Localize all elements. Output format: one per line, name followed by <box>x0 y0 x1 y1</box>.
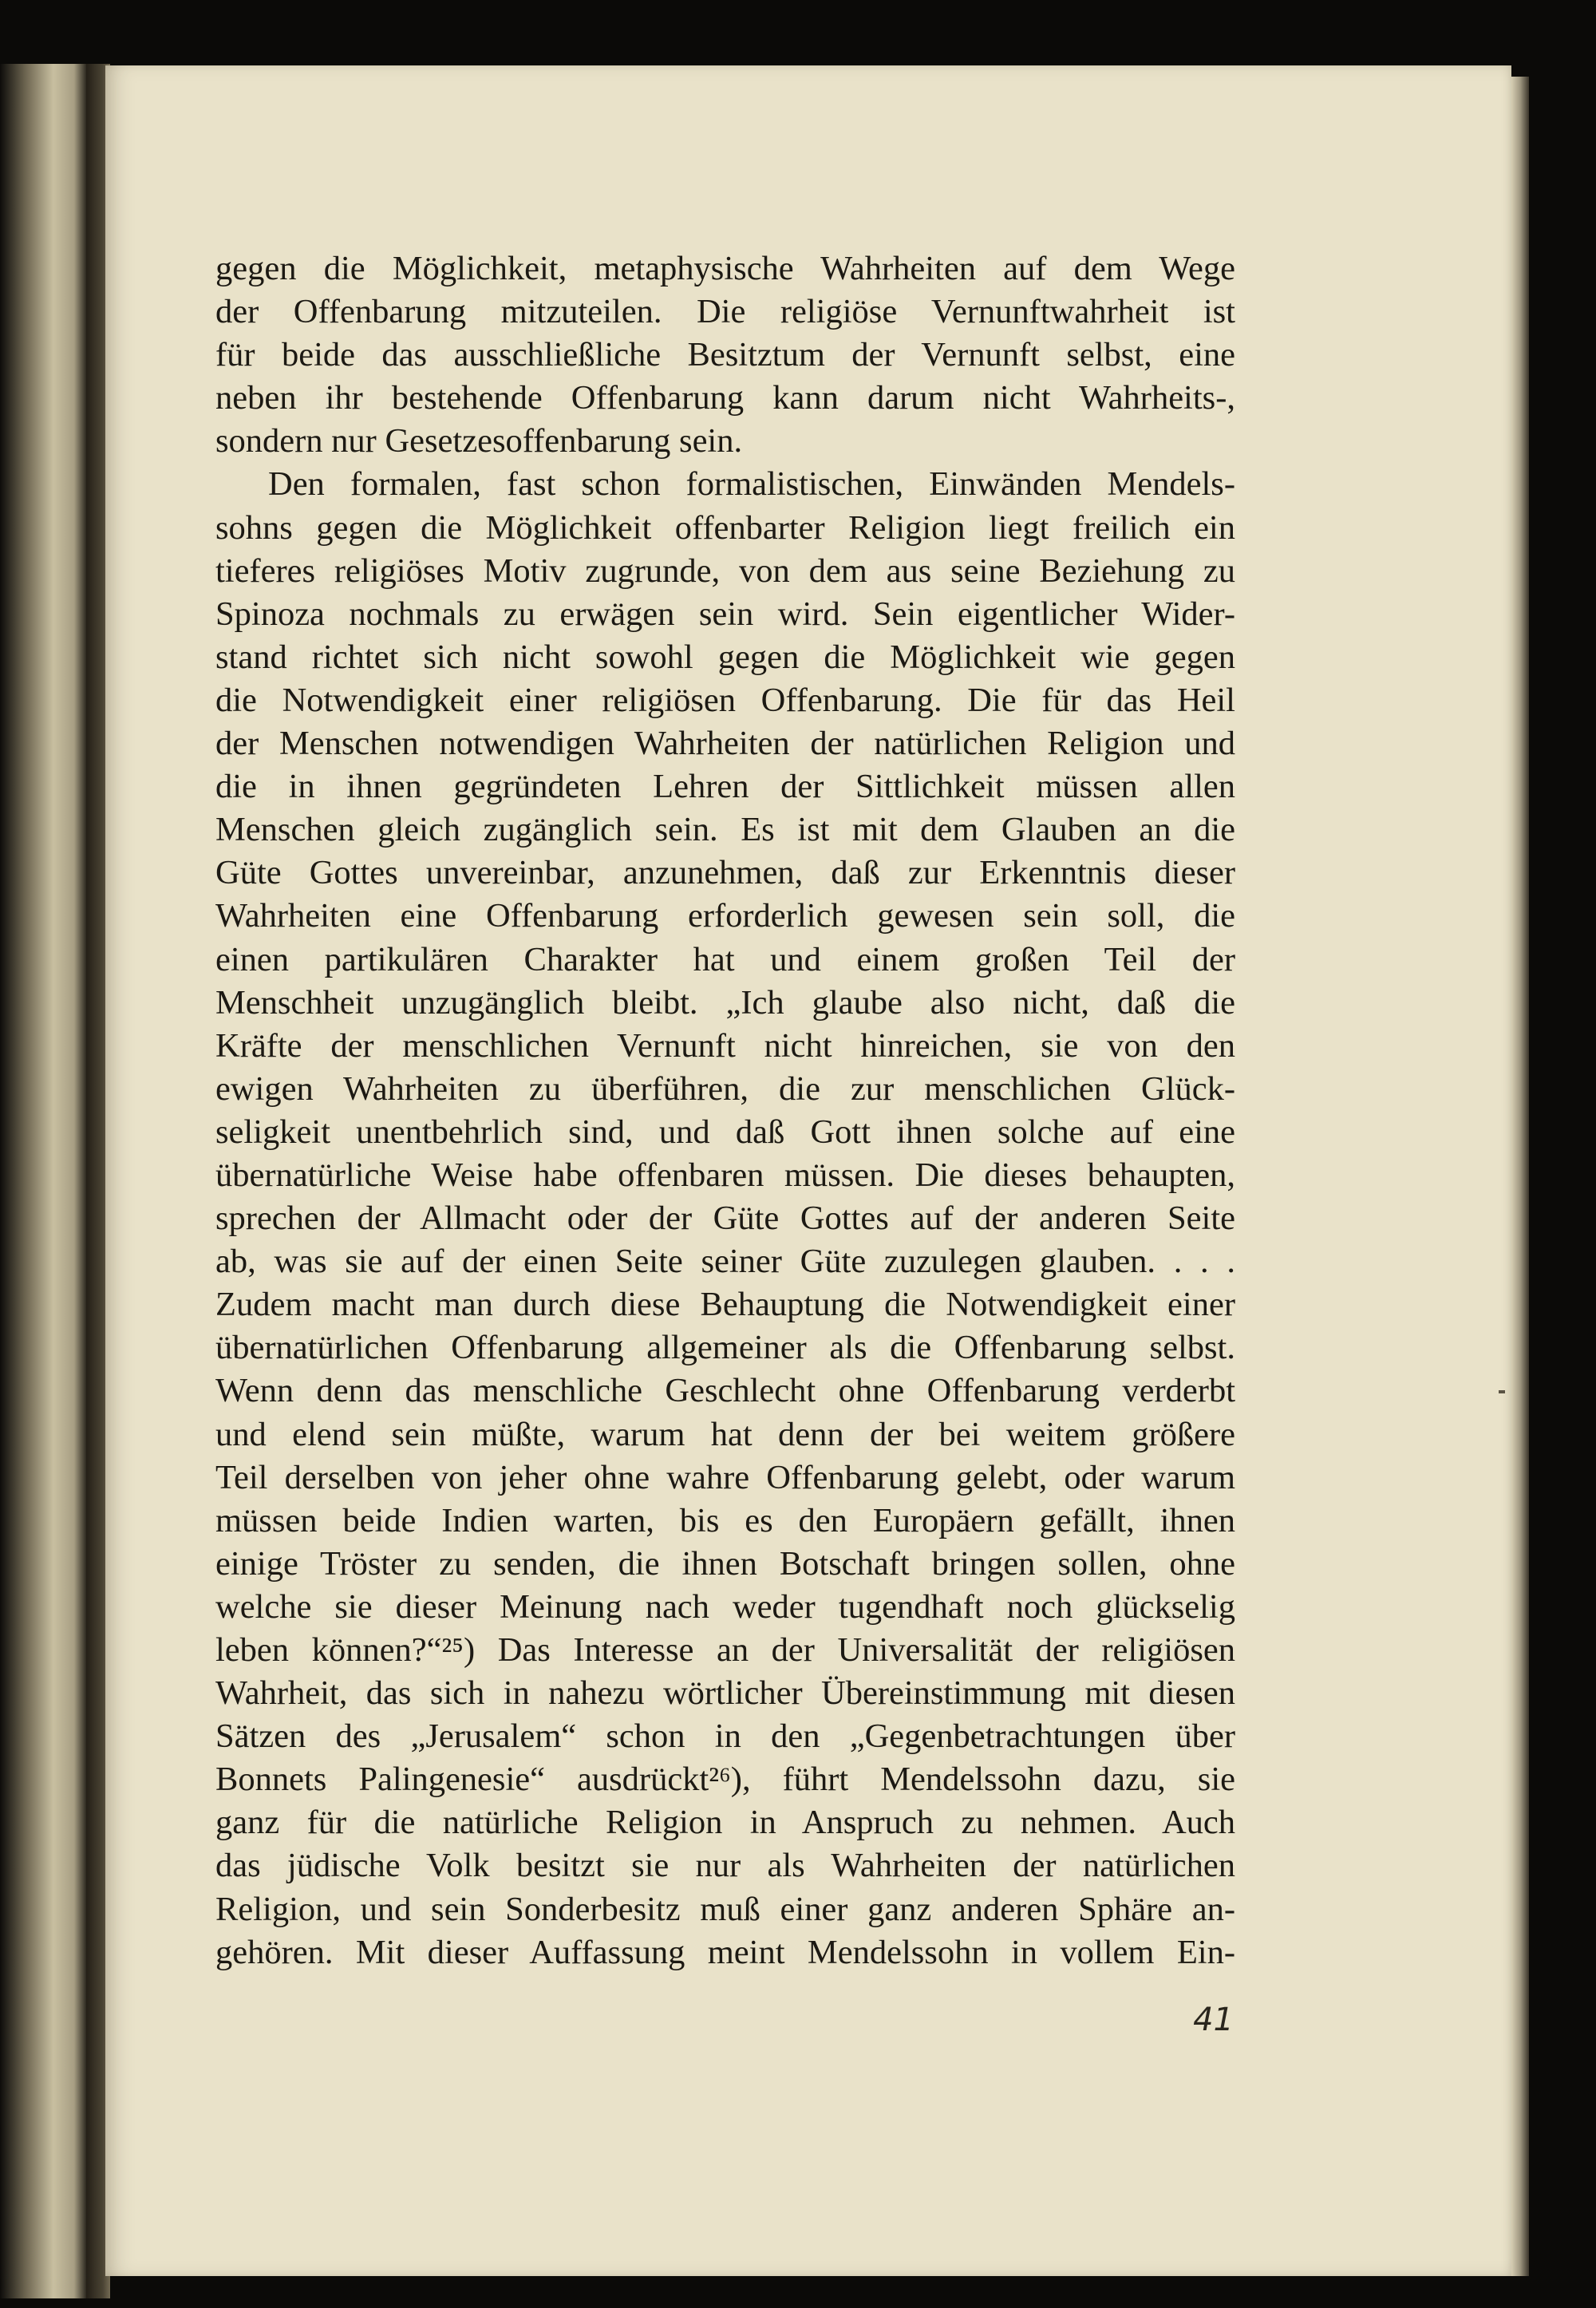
text-line: Den formalen, fast schon formalistischen, Einwänden Mendels- <box>268 465 1235 504</box>
text-line: Menschheit unzugänglich bleibt. „Ich glaube also nicht, daß die <box>215 983 1235 1022</box>
text-line: übernatürliche Weise habe offenbaren müssen. Die dieses behaupten, <box>215 1156 1235 1194</box>
facing-page-edge <box>0 64 86 2298</box>
text-line: der Offenbarung mitzuteilen. Die religiöse Vernunftwahrheit ist <box>215 293 1235 331</box>
margin-mark <box>1499 1390 1505 1393</box>
paragraph <box>215 247 1235 463</box>
text-line: der Menschen notwendigen Wahrheiten der natürlichen Religion und <box>215 725 1235 763</box>
text-line: neben ihr bestehende Offenbarung kann darum nicht Wahrheits-, <box>215 379 1235 417</box>
text-line: sohns gegen die Möglichkeit offenbarter Religion liegt freilich ein <box>215 508 1235 547</box>
paragraph <box>215 463 1235 1974</box>
text-line: ganz für die natürliche Religion in Anspruch zu nehmen. Auch <box>215 1804 1235 1842</box>
text-line: Religion, und sein Sonderbesitz muß einer ganz anderen Sphäre an- <box>215 1890 1235 1928</box>
body-text <box>215 247 1235 1974</box>
text-line: Wenn denn das menschliche Geschlecht ohne Offenbarung verderbt <box>215 1372 1235 1410</box>
text-line: das jüdische Volk besitzt sie nur als Wahrheiten der natürlichen <box>215 1847 1235 1885</box>
text-line: einige Tröster zu senden, die ihnen Botschaft bringen sollen, ohne <box>215 1544 1235 1583</box>
text-line: Zudem macht man durch diese Behauptung die Notwendigkeit einer <box>215 1286 1235 1324</box>
text-line: Wahrheit, das sich in nahezu wörtlicher Übereinstimmung mit diesen <box>215 1674 1235 1713</box>
text-line: Menschen gleich zugänglich sein. Es ist mit dem Glauben an die <box>215 811 1235 849</box>
text-line: müssen beide Indien warten, bis es den Europäern gefällt, ihnen <box>215 1501 1235 1539</box>
text-line: leben können?“²⁵) Das Interesse an der Universalität der religiösen <box>215 1631 1235 1669</box>
text-line: Güte Gottes unvereinbar, anzunehmen, daß zur Erkenntnis dieser <box>215 854 1235 892</box>
text-line: ab, was sie auf der einen Seite seiner Güte zuzulegen glauben. . . . <box>215 1243 1235 1281</box>
text-line: sprechen der Allmacht oder der Güte Gottes auf der anderen Seite <box>215 1199 1235 1238</box>
text-line: die in ihnen gegründeten Lehren der Sittlichkeit müssen allen <box>215 768 1235 806</box>
text-line: Kräfte der menschlichen Vernunft nicht hinreichen, sie von den <box>215 1026 1235 1065</box>
text-line: gegen die Möglichkeit, metaphysische Wahrheiten auf dem Wege <box>215 250 1235 287</box>
text-line: übernatürlichen Offenbarung allgemeiner als die Offenbarung selbst. <box>215 1329 1235 1367</box>
page-number: 41 <box>1193 2002 1234 2038</box>
text-line: sondern nur Gesetzesoffenbarung sein. <box>215 422 743 460</box>
text-line: die Notwendigkeit einer religiösen Offenbarung. Die für das Heil <box>215 681 1235 719</box>
page-stack-edge <box>1511 77 1529 2276</box>
text-line: Bonnets Palingenesie“ ausdrückt²⁶), führt Mendelssohn dazu, sie <box>215 1761 1235 1799</box>
text-line: und elend sein müßte, warum hat denn der bei weitem größere <box>215 1415 1235 1453</box>
text-line: gehören. Mit dieser Auffassung meint Mendelssohn in vollem Ein- <box>215 1933 1235 1971</box>
text-line: welche sie dieser Meinung nach weder tugendhaft noch glückselig <box>215 1587 1235 1626</box>
text-line: ewigen Wahrheiten zu überführen, die zur menschlichen Glück- <box>215 1069 1235 1108</box>
text-line: für beide das ausschließliche Besitztum der Vernunft selbst, eine <box>215 336 1235 374</box>
text-line: tieferes religiöses Motiv zugrunde, von dem aus seine Beziehung zu <box>215 551 1235 590</box>
text-line: einen partikulären Charakter hat und einem großen Teil der <box>215 940 1235 978</box>
text-line: seligkeit unentbehrlich sind, und daß Gott ihnen solche auf eine <box>215 1113 1235 1151</box>
text-line: stand richtet sich nicht sowohl gegen die Möglichkeit wie gegen <box>215 638 1235 676</box>
text-line: Sätzen des „Jerusalem“ schon in den „Gegenbetrachtungen über <box>215 1717 1235 1756</box>
text-line: Teil derselben von jeher ohne wahre Offenbarung gelebt, oder warum <box>215 1458 1235 1496</box>
text-line: Wahrheiten eine Offenbarung erforderlich gewesen sein soll, die <box>215 897 1235 935</box>
text-line: Spinoza nochmals zu erwägen sein wird. Sein eigentlicher Wider- <box>215 595 1235 633</box>
